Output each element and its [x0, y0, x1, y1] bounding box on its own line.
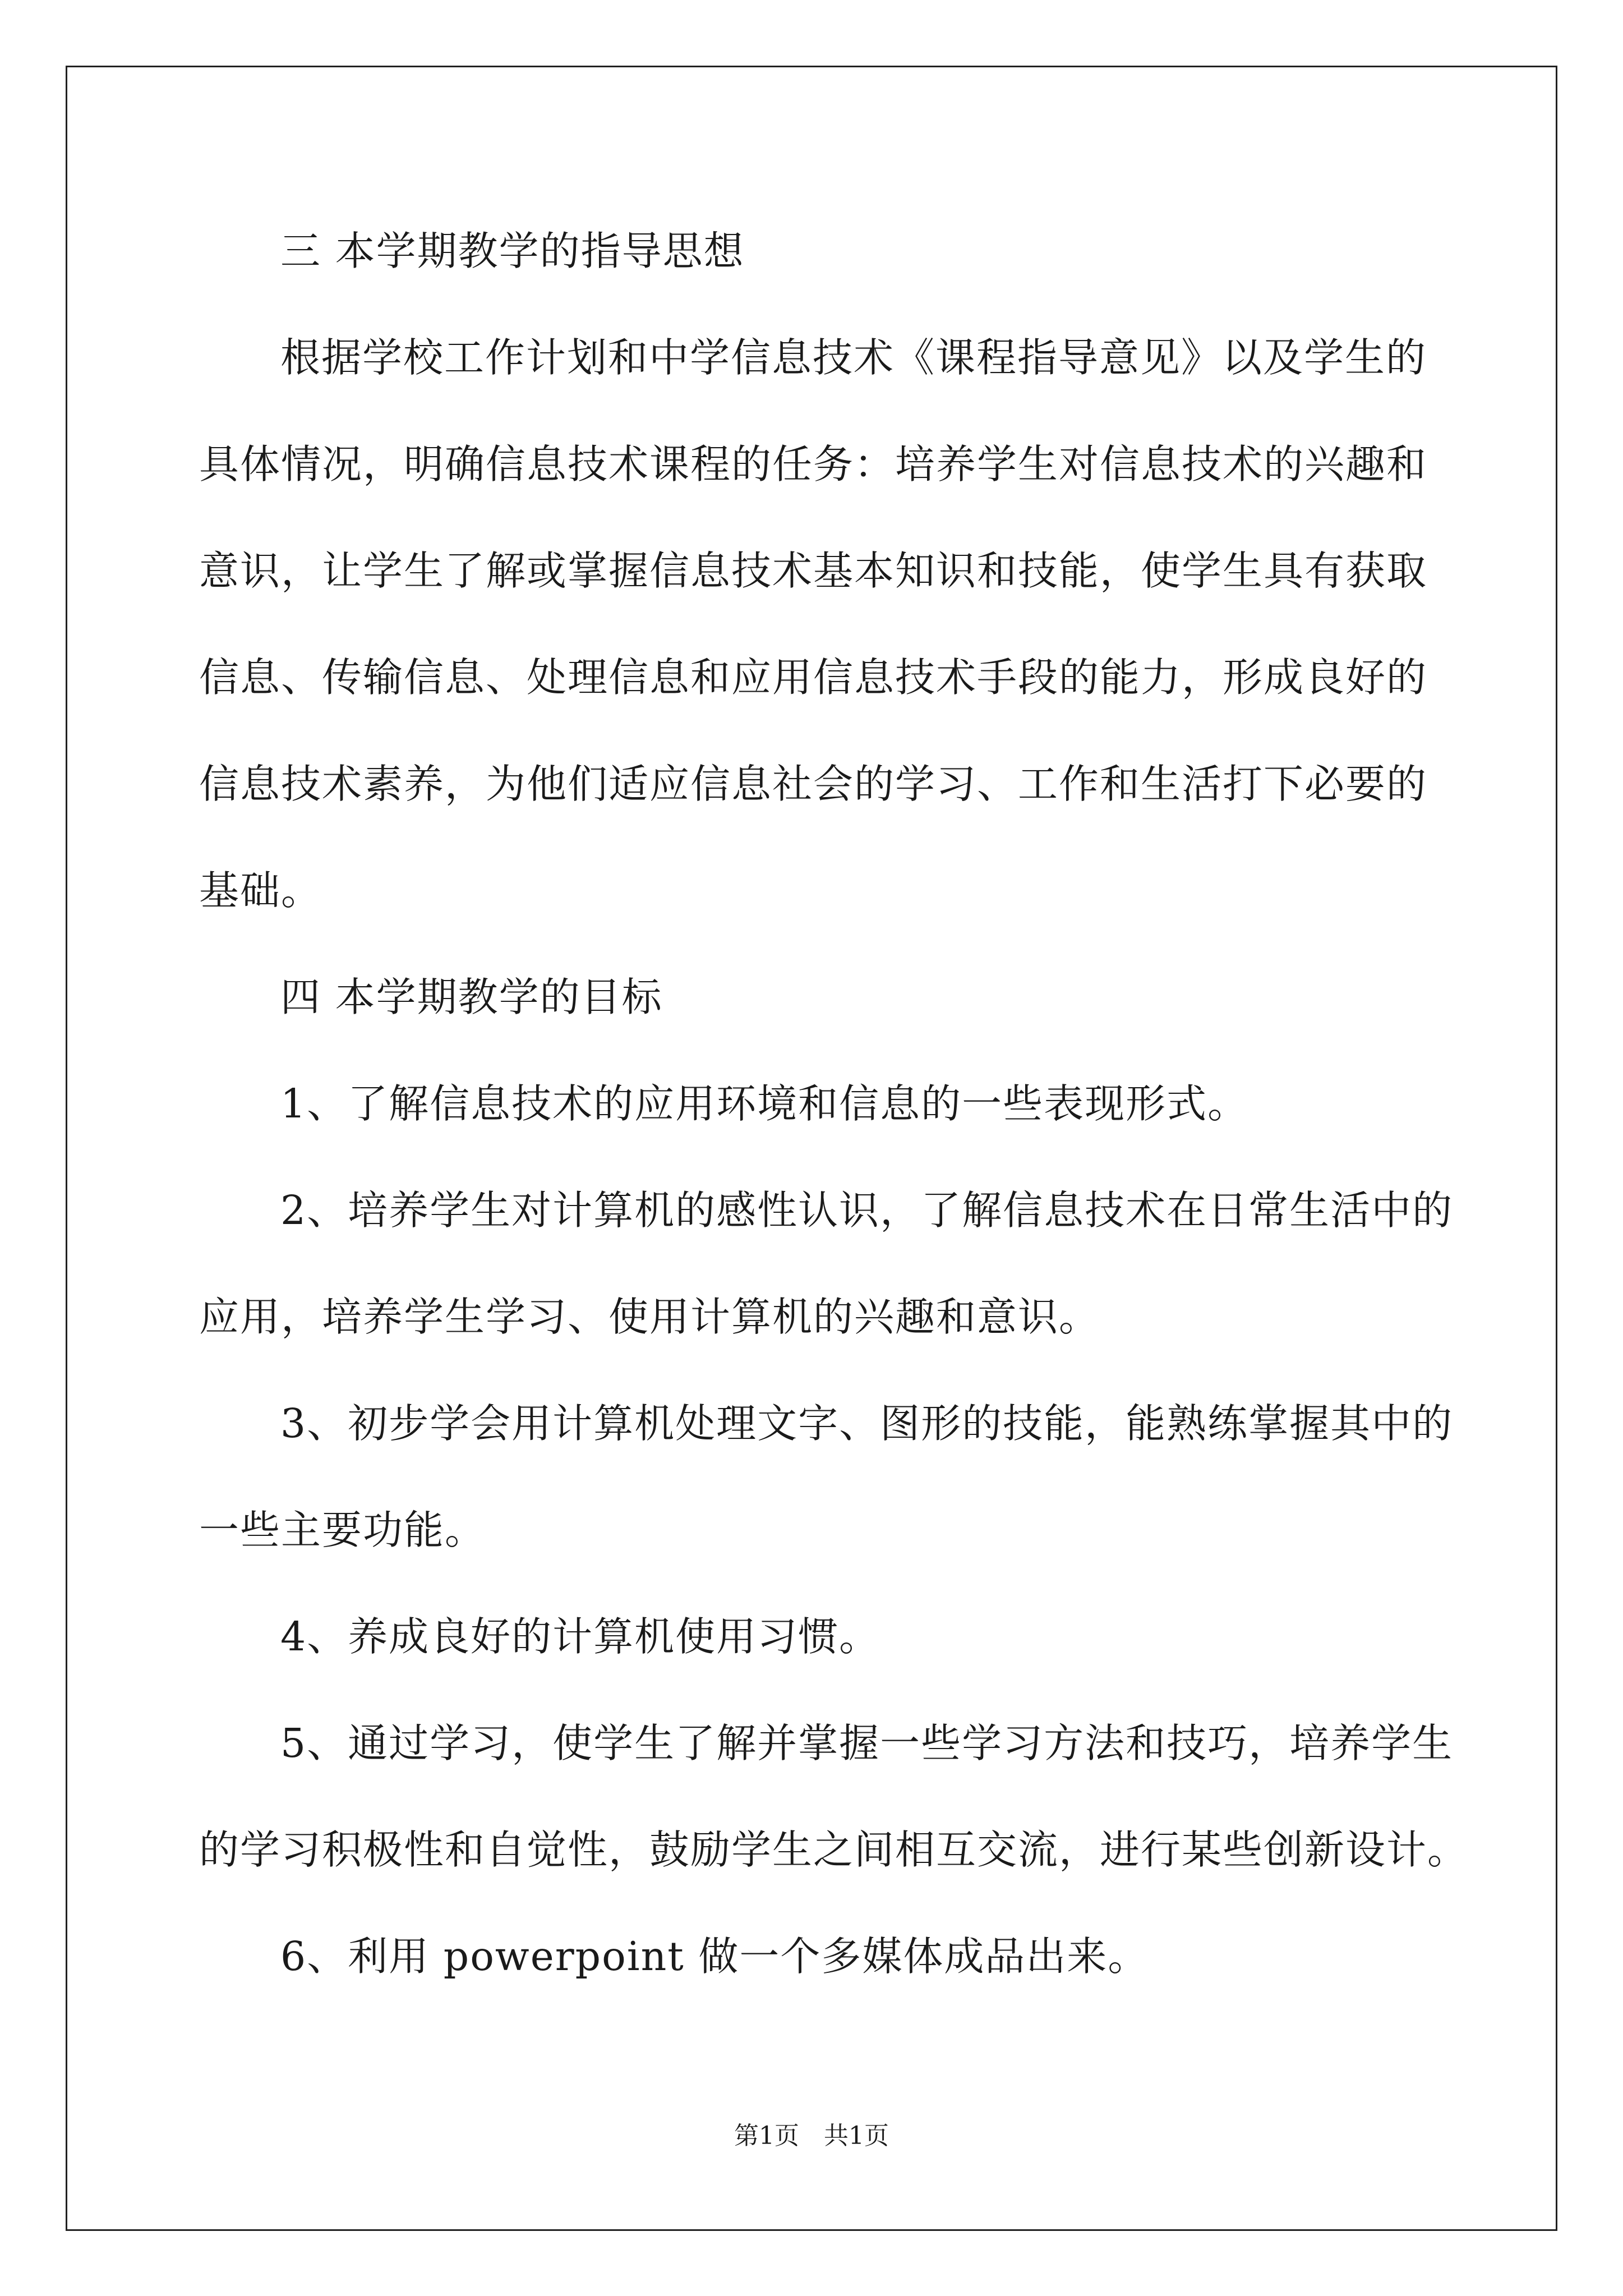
section-heading-3: 三 本学期教学的指导思想 [280, 228, 745, 274]
paragraph-line: 意识，让学生了解或掌握信息技术基本知识和技能，使学生具有获取 [199, 547, 1428, 594]
paragraph-line: 信息、传输信息、处理信息和应用信息技术手段的能力，形成良好的 [199, 654, 1428, 701]
page-number-footer: 第1页 共1页 [734, 2122, 889, 2150]
list-item: 3、初步学会用计算机处理文字、图形的技能，能熟练掌握其中的 [280, 1400, 1454, 1447]
section-heading-4: 四 本学期教学的目标 [280, 974, 663, 1020]
paragraph-line: 根据学校工作计划和中学信息技术《课程指导意见》以及学生的 [280, 334, 1427, 381]
list-item: 4、养成良好的计算机使用习惯。 [280, 1613, 880, 1660]
paragraph-line: 具体情况，明确信息技术课程的任务：培养学生对信息技术的兴趣和 [199, 441, 1428, 487]
list-item: 2、培养学生对计算机的感性认识，了解信息技术在日常生活中的 [280, 1187, 1454, 1234]
list-item: 1、了解信息技术的应用环境和信息的一些表现形式。 [280, 1080, 1249, 1127]
list-item-continuation: 的学习积极性和自觉性，鼓励学生之间相互交流，进行某些创新设计。 [199, 1826, 1469, 1873]
paragraph-line: 基础。 [199, 867, 322, 914]
paragraph-line: 信息技术素养，为他们适应信息社会的学习、工作和生活打下必要的 [199, 761, 1428, 807]
list-item: 6、利用 powerpoint 做一个多媒体成品出来。 [280, 1933, 1149, 1980]
list-item-continuation: 一些主要功能。 [199, 1507, 486, 1553]
page-border [66, 66, 1557, 2231]
list-item: 5、通过学习，使学生了解并掌握一些学习方法和技巧，培养学生 [280, 1720, 1454, 1766]
list-item-continuation: 应用，培养学生学习、使用计算机的兴趣和意识。 [199, 1294, 1100, 1340]
